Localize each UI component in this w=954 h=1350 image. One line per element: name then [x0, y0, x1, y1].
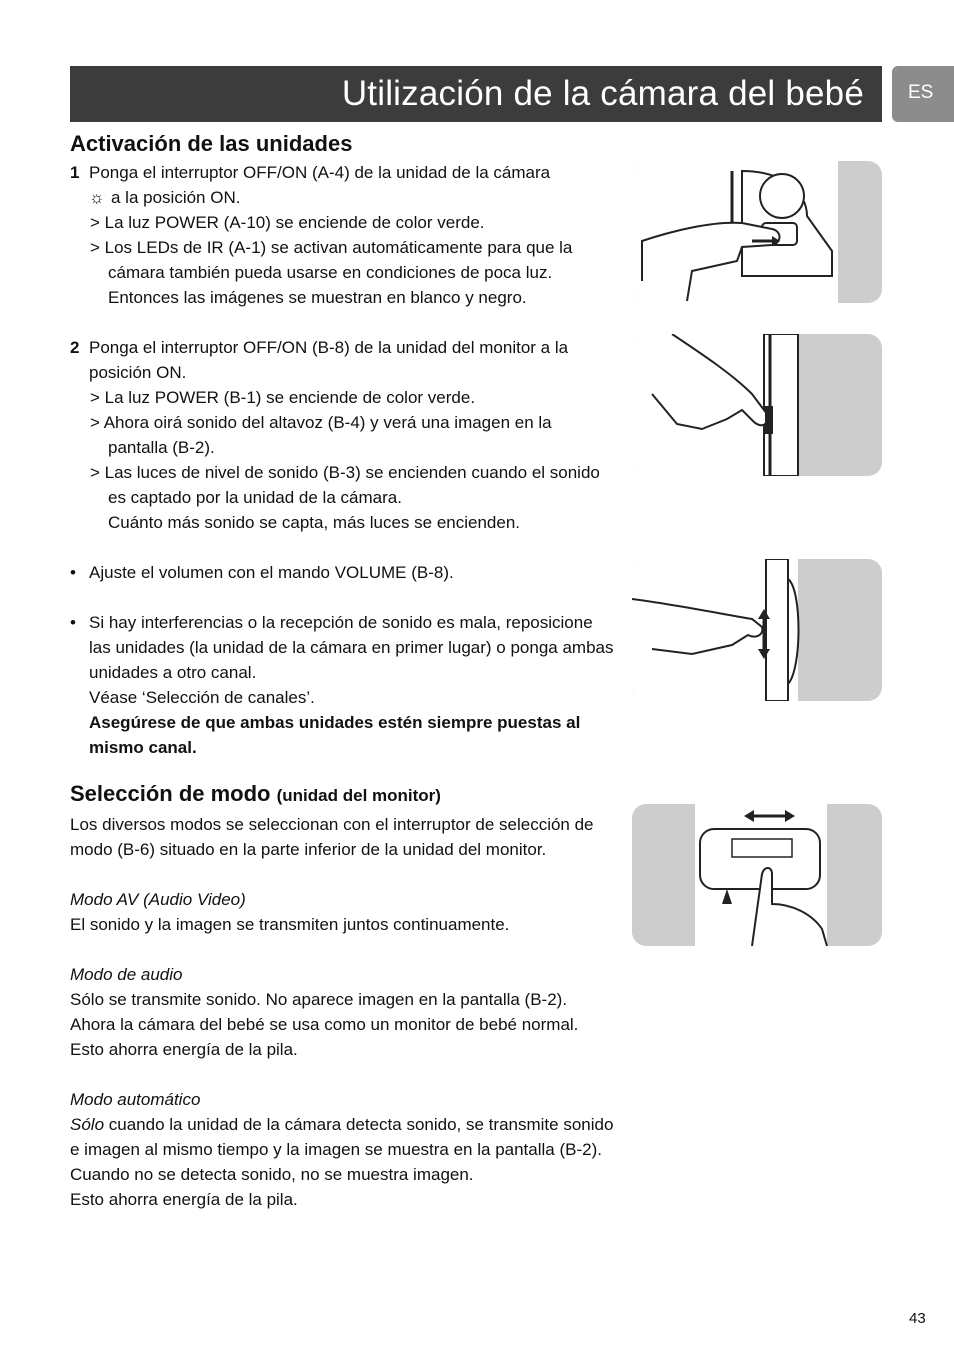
language-tab — [892, 66, 954, 122]
step-2-text: Ponga el interruptor OFF/ON (B-8) de la unidad del monitor a la posición ON. — [89, 338, 569, 382]
main-text-column — [70, 128, 615, 1212]
step-2-result: > Las luces de nivel de sonido (B-3) se encienden cuando el sonido es captado por la unidad de la cámara. — [90, 463, 600, 507]
step-2-extra: Cuánto más sonido se capta, más luces se encienden. — [108, 513, 521, 532]
step-1-result: > La luz POWER (A-10) se enciende de color verde. — [90, 213, 485, 232]
mode-selector-illustration — [632, 804, 882, 946]
figure-mode-selector — [632, 804, 882, 946]
monitor-switch-illustration — [632, 334, 882, 476]
step-2-result: > La luz POWER (B-1) se enciende de color verde. — [90, 388, 476, 407]
figure-volume-control — [632, 559, 882, 701]
step-1-text-2: a la posición ON. — [111, 188, 241, 207]
figure-monitor-switch — [632, 334, 882, 476]
section-heading-activation: Activación de las unidades — [70, 131, 353, 156]
bullet-text: Ajuste el volumen con el mando VOLUME (B-8). — [89, 563, 454, 582]
volume-control-illustration — [632, 559, 882, 701]
bullet-text: Si hay interferencias o la recepción de sonido es mala, reposicione las unidades (la unidad de la cámara en primer lugar) o ponga ambas unidades a otro canal. — [89, 613, 614, 682]
bullet-warning: Asegúrese de que ambas unidades estén siempre puestas al mismo canal. — [89, 713, 581, 757]
mode-auto-title: Modo automático — [70, 1090, 201, 1109]
mode-audio-text: Sólo se transmite sonido. No aparece imagen en la pantalla (B-2). Ahora la cámara del bebé se usa como un monitor de bebé normal. Esto ahorra energía de la pila. — [70, 990, 579, 1059]
mode-auto-emphasis: Sólo — [70, 1115, 105, 1134]
section-heading-mode — [70, 778, 615, 812]
figure-camera-switch — [632, 161, 882, 303]
heading-text: Selección de modo — [70, 781, 271, 806]
step-1 — [70, 160, 615, 185]
step-number: 1 — [70, 163, 80, 182]
mode-audio-title: Modo de audio — [70, 965, 183, 984]
step-1-line2 — [70, 185, 615, 210]
step-1-result: > Los LEDs de IR (A-1) se activan automáticamente para que la cámara también pueda usarse en condiciones de poca luz. Entonces las imágenes se muestran en blanco y negro. — [90, 238, 573, 307]
mode-intro: Los diversos modos se seleccionan con el interruptor de selección de modo (B-6) situado en la parte inferior de la unidad del monitor. — [70, 815, 594, 859]
language-label: ES — [908, 82, 934, 103]
sun-icon: ☼ — [89, 188, 105, 207]
camera-switch-illustration — [632, 161, 882, 303]
chapter-header — [70, 66, 882, 122]
step-1-text: Ponga el interruptor OFF/ON (A-4) de la unidad de la cámara — [89, 163, 551, 182]
step-2 — [70, 335, 615, 385]
mode-av-title: Modo AV (Audio Video) — [70, 890, 246, 909]
bullet-volume — [70, 560, 615, 585]
bullet-reference: Véase ‘Selección de canales’. — [89, 688, 315, 707]
bullet-dot: • — [70, 613, 76, 632]
step-number: 2 — [70, 338, 80, 357]
page-number: 43 — [909, 1310, 926, 1327]
mode-auto-body: cuando la unidad de la cámara detecta sonido, se transmite sonido e imagen al mismo tiempo y la imagen se muestra en la pantalla (B-2). — [70, 1115, 614, 1159]
mode-auto-text-2: Cuando no se detecta sonido, no se muestra imagen. — [70, 1165, 474, 1184]
page-title: Utilización de la cámara del bebé — [341, 74, 864, 113]
mode-auto-text — [70, 1112, 615, 1162]
bullet-dot: • — [70, 563, 76, 582]
bullet-interference — [70, 610, 615, 685]
mode-av-text: El sonido y la imagen se transmiten juntos continuamente. — [70, 915, 510, 934]
mode-auto-text-3: Esto ahorra energía de la pila. — [70, 1190, 298, 1209]
heading-subtext: (unidad del monitor) — [276, 786, 441, 805]
step-2-result: > Ahora oirá sonido del altavoz (B-4) y verá una imagen en la pantalla (B-2). — [90, 413, 552, 457]
